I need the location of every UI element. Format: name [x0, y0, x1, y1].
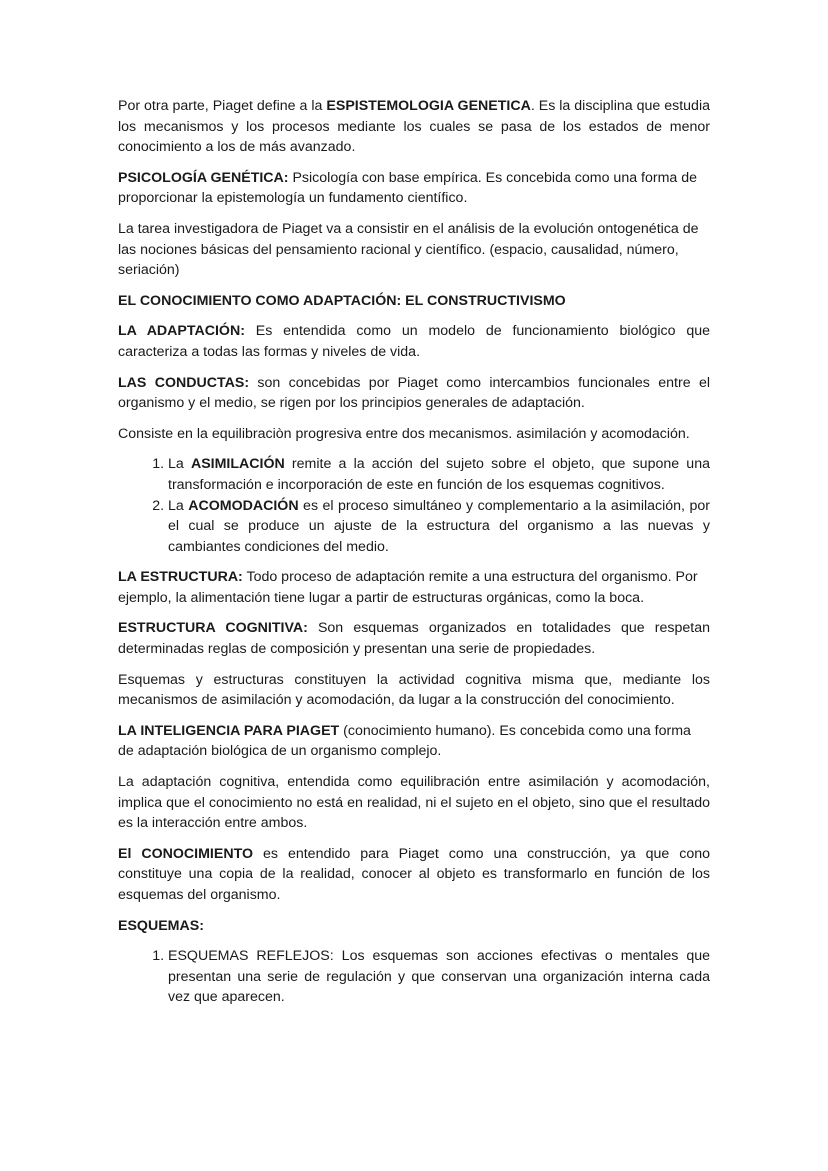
- term-epistemologia: ESPISTEMOLOGIA GENETICA: [326, 98, 531, 114]
- section-heading-constructivismo: EL CONOCIMIENTO COMO ADAPTACIÓN: EL CONSTRUCTIVISMO: [118, 292, 566, 309]
- term-conductas: LAS CONDUCTAS:: [118, 374, 250, 391]
- term-adaptacion: LA ADAPTACIÓN:: [118, 323, 245, 340]
- paragraph-equilibracion: Consiste en la equilibraciòn progresiva entre dos mecanismos. asimilación y acomodación.: [118, 425, 690, 442]
- paragraph-psicologia-genetica: PSICOLOGÍA GENÉTICA: Psicología con base empírica. Es concebida como una forma de proporcionar la epistemología un fundamento científico.: [118, 169, 698, 207]
- paragraph-estructura-cognitiva: ESTRUCTURA COGNITIVA: Son esquemas organizados en totalidades que respetan determinadas reglas de composición y presentan una serie de propiedades.: [118, 620, 710, 658]
- paragraph-tarea-investigadora: La tarea investigadora de Piaget va a consistir en el análisis de la evolución ontogenética de las nociones básicas del pensamiento racional y científico. (espacio, causalidad, número, seriación): [118, 220, 699, 279]
- paragraph-conductas: LAS CONDUCTAS: son concebidas por Piaget como intercambios funcionales entre el organismo y el medio, se rigen por los principios generales de adaptación.: [118, 374, 710, 412]
- term-psicologia-genetica: PSICOLOGÍA GENÉTICA:: [118, 169, 289, 186]
- paragraph-conocimiento: El CONOCIMIENTO es entendido para Piaget como una construcción, ya que cono constituye una copia de la realidad, conocer al objeto es transformarlo en función de los esquemas del organismo.: [118, 845, 710, 903]
- paragraph-estructura: LA ESTRUCTURA: Todo proceso de adaptación remite a una estructura del organismo. Por ejemplo, la alimentación tiene lugar a partir de estructuras orgánicas, como la boca.: [118, 569, 698, 606]
- paragraph-inteligencia: LA INTELIGENCIA PARA PIAGET (conocimiento humano). Es concebida como una forma de adaptación biológica de un organismo complejo.: [118, 722, 691, 760]
- term-conocimiento: El CONOCIMIENTO: [118, 845, 254, 862]
- list-esquemas: [118, 946, 710, 1008]
- term-inteligencia: LA INTELIGENCIA PARA PIAGET: [118, 722, 340, 739]
- term-estructura: LA ESTRUCTURA:: [118, 569, 243, 586]
- paragraph-esquemas-estructuras: Esquemas y estructuras constituyen la actividad cognitiva misma que, mediante los mecanismos de asimilación y acomodación, da lugar a la construcción del conocimiento.: [118, 671, 710, 709]
- paragraph-adaptacion-cognitiva: La adaptación cognitiva, entendida como equilibración entre asimilación y acomodación, implica que el conocimiento no está en realidad, ni el sujeto en el objeto, sino que el resultado es la interacción entre ambos.: [118, 774, 710, 832]
- section-heading-esquemas: ESQUEMAS:: [118, 917, 204, 934]
- paragraph-epistemologia: Por otra parte, Piaget define a la ESPISTEMOLOGIA GENETICA. Es la disciplina que estudia los mecanismos y los procesos mediante los cuales se pasa de los estados de menor conocimiento a los de más avanzado.: [118, 98, 710, 156]
- list-item-esquemas-reflejos: 1. ESQUEMAS REFLEJOS: Los esquemas son acciones efectivas o mentales que presentan una serie de regulación y que conservan una organización interna cada vez que aparecen.: [168, 946, 710, 1008]
- list-item-acomodacion: 2. La ACOMODACIÓN es el proceso simultáneo y complementario a la asimilación, por el cual se produce un ajuste de la estructura del organismo a las nuevas y cambiantes condiciones del medio.: [168, 496, 710, 558]
- paragraph-adaptacion: LA ADAPTACIÓN: Es entendida como un modelo de funcionamiento biológico que caracteriza a todas las formas y niveles de vida.: [118, 323, 710, 360]
- term-acomodacion: ACOMODACIÓN: [188, 497, 299, 514]
- term-estructura-cognitiva: ESTRUCTURA COGNITIVA:: [118, 620, 308, 637]
- list-mecanismos: [118, 454, 710, 557]
- list-item-asimilacion: 1. La ASIMILACIÓN remite a la acción del sujeto sobre el objeto, que supone una transformación e incorporación de este en función de los esquemas cognitivos.: [168, 454, 710, 495]
- term-asimilacion: ASIMILACIÓN: [190, 456, 285, 473]
